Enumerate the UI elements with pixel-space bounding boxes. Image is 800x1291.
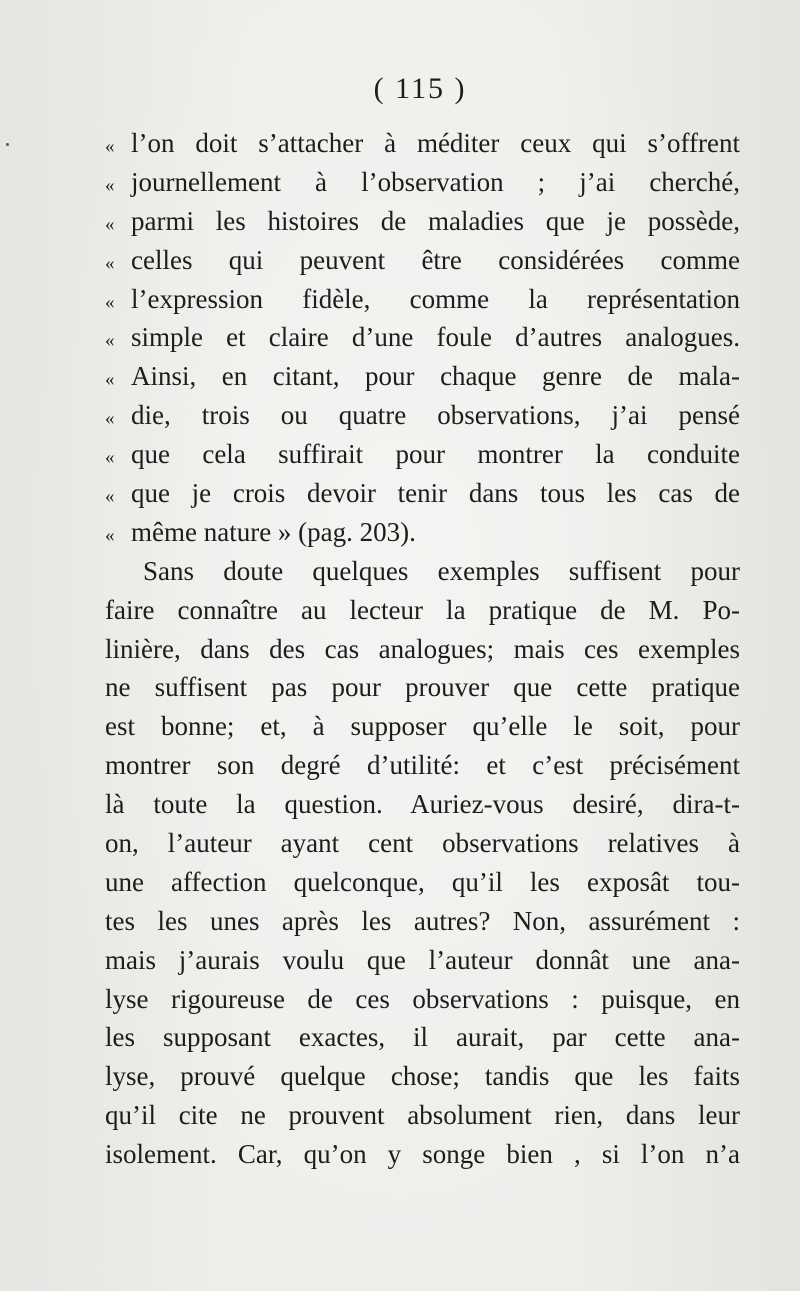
text-line	[105, 474, 740, 513]
text-line: montrer son degré d’utilité: et c’est précisément	[105, 750, 740, 781]
quoted-passage	[105, 124, 740, 552]
quote-mark: «	[105, 136, 115, 157]
quote-mark: «	[105, 213, 115, 235]
line-text: celles qui peuvent être considérées comme	[131, 244, 740, 275]
text-line: lyse, prouvé quelque chose; tandis que les faits	[105, 1061, 740, 1092]
line-text: parmi les histoires de maladies que je possède,	[131, 205, 740, 236]
paragraph	[105, 552, 740, 1174]
line-text: die, trois ou quatre observations, j’ai pensé	[131, 400, 740, 431]
text-line	[105, 124, 740, 163]
quote-mark: «	[105, 369, 115, 391]
text-line	[105, 435, 740, 474]
text-line: une affection quelconque, qu’il les exposât tou-	[105, 866, 740, 897]
quote-mark: «	[105, 524, 115, 546]
text-line: là toute la question. Auriez-vous desiré, dira-t-	[105, 789, 740, 820]
text-line: tes les unes après les autres? Non, assurément :	[105, 905, 740, 936]
text-line: ne suffisent pas pour prouver que cette pratique	[105, 672, 740, 703]
quote-mark: «	[105, 330, 115, 352]
text-line	[105, 241, 740, 280]
text-line	[105, 357, 740, 396]
quote-mark: «	[105, 447, 115, 469]
text-line	[105, 513, 740, 552]
line-text: l’expression fidèle, comme la représentation	[131, 283, 740, 314]
quote-mark: «	[105, 174, 115, 196]
line-text: même nature » (pag. 203).	[131, 516, 416, 547]
text-line: lyse rigoureuse de ces observations : puisque, en	[105, 983, 740, 1014]
page-number: ( 115 )	[373, 72, 467, 105]
line-text: que cela suffirait pour montrer la conduite	[131, 439, 740, 470]
text-line: on, l’auteur ayant cent observations relatives à	[105, 828, 740, 859]
text-line	[105, 280, 740, 319]
text-line: linière, dans des cas analogues; mais ces exemples	[105, 633, 740, 664]
line-text: journellement à l’observation ; j’ai cherché,	[131, 166, 740, 197]
text-line: Sans doute quelques exemples suffisent pour	[143, 555, 740, 586]
line-text: l’on doit s’attacher à méditer ceux qui s’offrent	[131, 128, 740, 158]
text-line: isolement. Car, qu’on y songe bien , si l’on n’a	[105, 1139, 740, 1170]
line-text: Ainsi, en citant, pour chaque genre de mala-	[131, 361, 740, 392]
page-text	[105, 124, 740, 1174]
quote-mark: «	[105, 252, 115, 274]
text-line	[105, 396, 740, 435]
text-line	[105, 163, 740, 202]
margin-speck	[6, 143, 9, 146]
text-line	[105, 318, 740, 357]
text-line	[105, 202, 740, 241]
line-text: que je crois devoir tenir dans tous les cas de	[131, 478, 740, 509]
text-line: mais j’aurais voulu que l’auteur donnât une ana-	[105, 944, 740, 975]
line-text: simple et claire d’une foule d’autres analogues.	[131, 322, 740, 353]
quote-mark: «	[105, 291, 115, 313]
text-line: est bonne; et, à supposer qu’elle le soit, pour	[105, 711, 740, 742]
quote-mark: «	[105, 408, 115, 430]
text-line: faire connaître au lecteur la pratique de M. Po-	[105, 594, 740, 625]
text-line: qu’il cite ne prouvent absolument rien, dans leur	[105, 1100, 740, 1131]
quote-mark: «	[105, 486, 115, 508]
text-line: les supposant exactes, il aurait, par cette ana-	[105, 1022, 740, 1053]
